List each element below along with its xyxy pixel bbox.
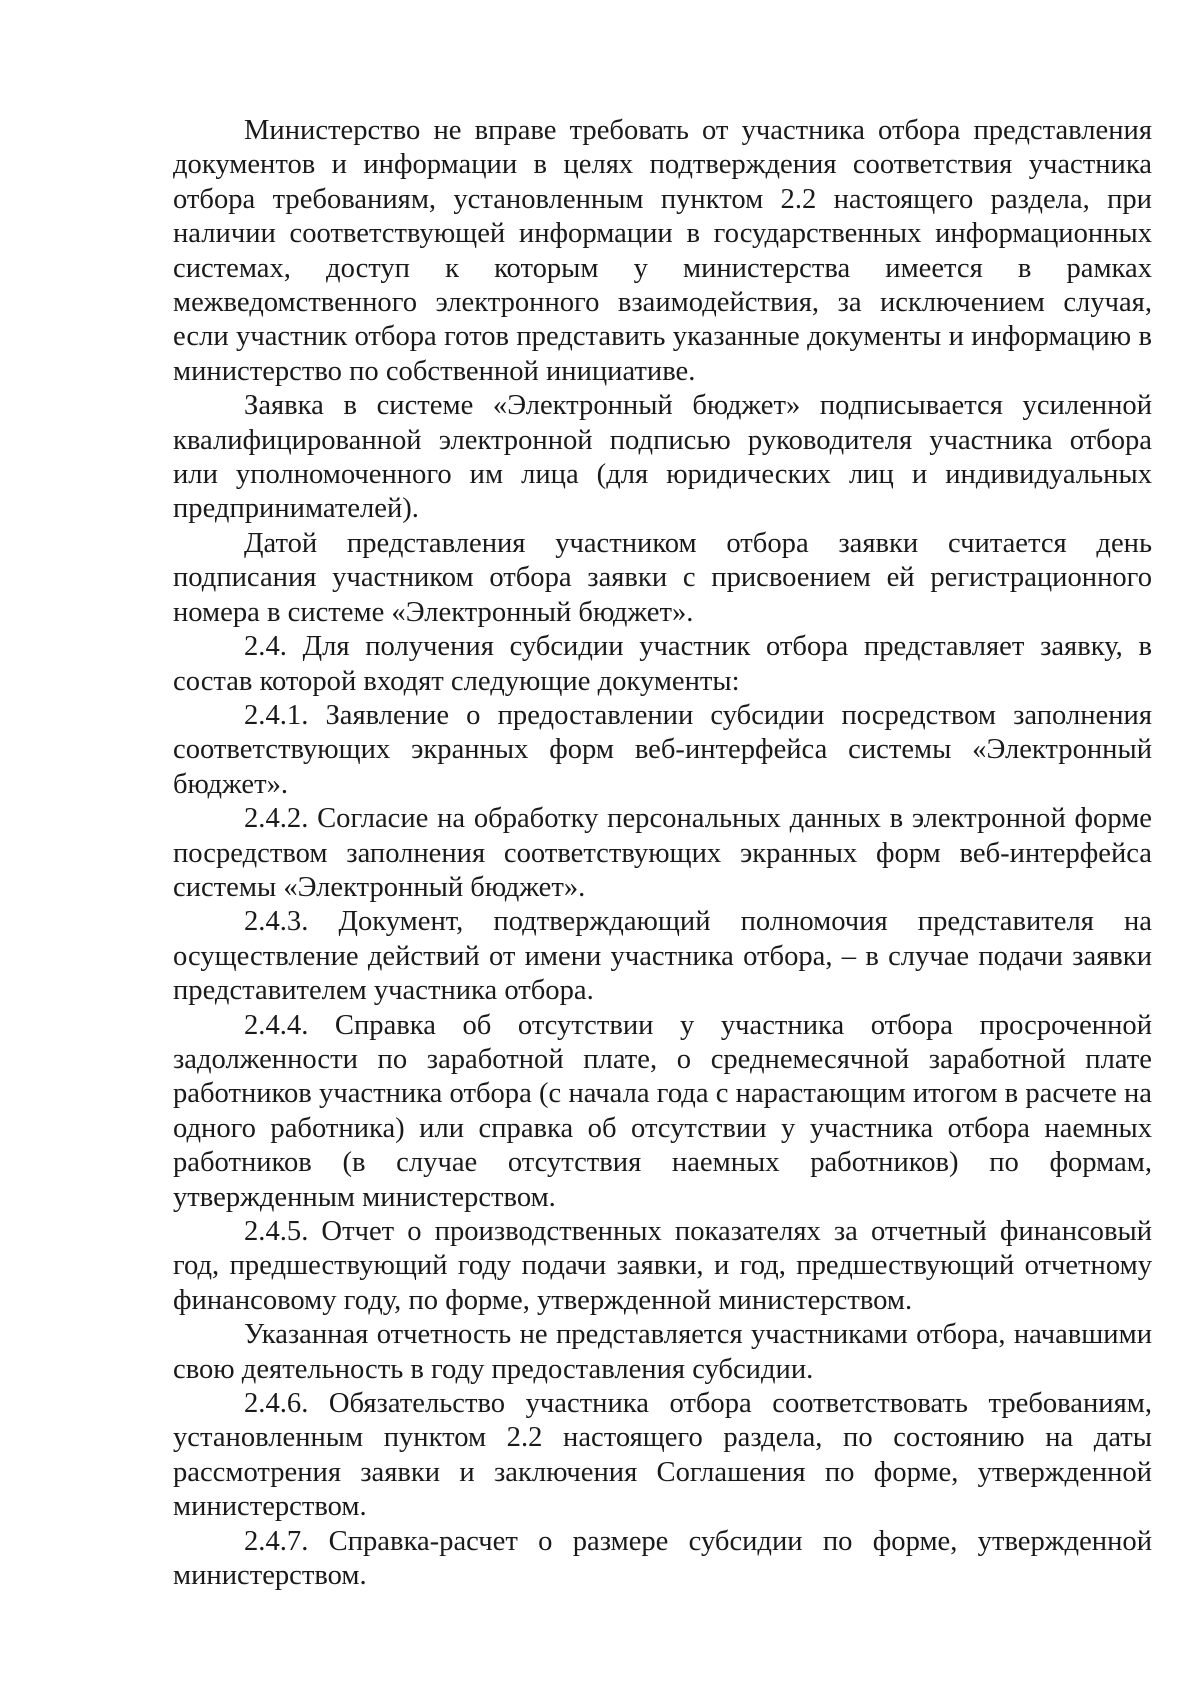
paragraph-reporting-exemption: Указанная отчетность не представляется участниками отбора, начавшими свою деятельность в году предоставления субсидии. — [173, 1319, 1152, 1385]
paragraph-2-4-5: 2.4.5. Отчет о производственных показателях за отчетный финансовый год, предшествующий году подачи заявки, и год, предшествующий отчетному финансовому году, по форме, утвержденной министерством. — [173, 1216, 1152, 1316]
paragraph-ministry-not-entitled: Министерство не вправе требовать от участника отбора представления документов и информации в целях подтверждения соответствия участника отбора требованиям, установленным пунктом 2.2 настоящего раздела, при наличии соответствующей информации в государственных информационных системах, доступ к которым у министерства имеется в рамках межведомственного электронного взаимодействия, за исключением случая, если участник отбора готов представить указанные документы и информацию в министерство по собственной инициативе. — [173, 115, 1152, 387]
paragraph-2-4-3: 2.4.3. Документ, подтверждающий полномочия представителя на осуществление действий от имени участника отбора, – в случае подачи заявки представителем участника отбора. — [173, 906, 1152, 1007]
paragraph-2-4-2: 2.4.2. Согласие на обработку персональных данных в электронной форме посредством заполнения соответствующих экранных форм веб-интерфейса системы «Электронный бюджет». — [173, 803, 1152, 903]
paragraph-2-4-1: 2.4.1. Заявление о предоставлении субсидии посредством заполнения соответствующих экранных форм веб-интерфейса системы «Электронный бюджет». — [173, 699, 1152, 800]
paragraph-2-4-7: 2.4.7. Справка-расчет о размере субсидии по форме, утвержденной министерством. — [173, 1525, 1152, 1592]
paragraph-2-4-6: 2.4.6. Обязательство участника отбора соответствовать требованиям, установленным пунктом 2.2 настоящего раздела, по состоянию на даты рассмотрения заявки и заключения Соглашения по форме, утвержденной министерством. — [173, 1388, 1152, 1523]
document-body — [173, 114, 1152, 1593]
paragraph-2-4-4: 2.4.4. Справка об отсутствии у участника отбора просроченной задолженности по заработной плате, о среднемесячной заработной плате работников участника отбора (с начала года с нарастающим итогом в расчете на одного работника) или справка об отсутствии у участника отбора наемных работников (в случае отсутствия наемных работников) по формам, утвержденным министерством. — [173, 1009, 1152, 1213]
paragraph-2-4: 2.4. Для получения субсидии участник отбора представляет заявку, в состав которой входят следующие документы: — [173, 631, 1152, 697]
paragraph-submission-date: Датой представления участником отбора заявки считается день подписания участником отбора заявки с присвоением ей регистрационного номера в системе «Электронный бюджет». — [173, 527, 1152, 628]
paragraph-application-signing: Заявка в системе «Электронный бюджет» подписывается усиленной квалифицированной электронной подписью руководителя участника отбора или уполномоченного им лица (для юридических лиц и индивидуальных предпринимателей). — [173, 390, 1152, 525]
